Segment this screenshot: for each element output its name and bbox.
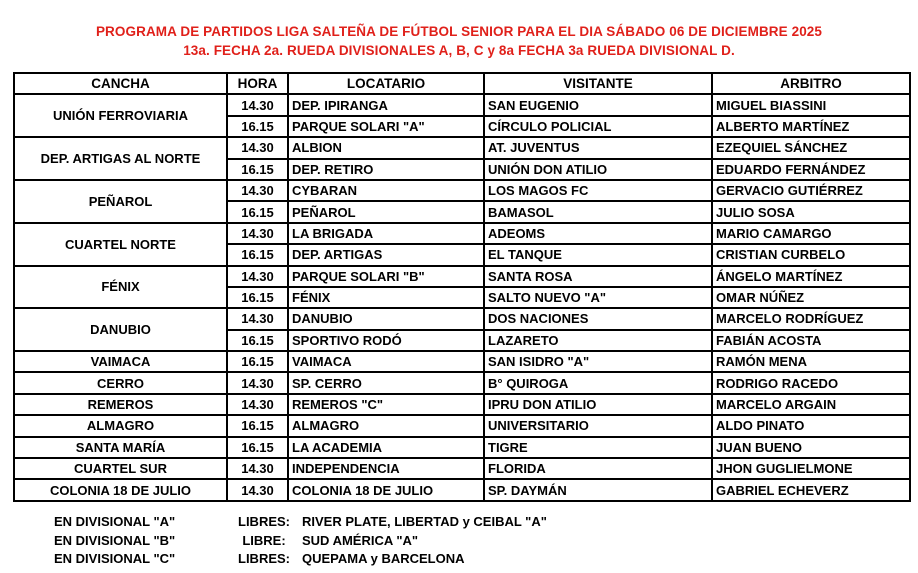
venue-cell: UNIÓN FERROVIARIA [14, 94, 227, 137]
home-team-cell: COLONIA 18 DE JULIO [288, 479, 484, 500]
referee-cell: ÁNGELO MARTÍNEZ [712, 266, 910, 287]
home-team-cell: ALMAGRO [288, 415, 484, 436]
venue-cell: ALMAGRO [14, 415, 227, 436]
away-team-cell: B° QUIROGA [484, 372, 712, 393]
table-row [14, 437, 910, 458]
libres-divisional: EN DIVISIONAL "C" [54, 551, 176, 566]
table-header-row [14, 73, 910, 94]
venue-cell: SANTA MARÍA [14, 437, 227, 458]
libres-teams: RIVER PLATE, LIBERTAD y CEIBAL "A" [302, 514, 547, 529]
home-team-cell: DEP. RETIRO [288, 159, 484, 180]
away-team-cell: AT. JUVENTUS [484, 137, 712, 158]
away-team-cell: SP. DAYMÁN [484, 479, 712, 500]
time-cell: 16.15 [227, 330, 288, 351]
table-row [14, 308, 910, 329]
referee-cell: GABRIEL ECHEVERZ [712, 479, 910, 500]
page-title: PROGRAMA DE PARTIDOS LIGA SALTEÑA DE FÚTBOL SENIOR PARA EL DIA SÁBADO 06 DE DICIEMBRE 2025 [95, 24, 823, 39]
home-team-cell: LA ACADEMIA [288, 437, 484, 458]
venue-cell: DEP. ARTIGAS AL NORTE [14, 137, 227, 180]
away-team-cell: SAN ISIDRO "A" [484, 351, 712, 372]
libres-row [54, 533, 418, 548]
away-team-cell: UNIVERSITARIO [484, 415, 712, 436]
home-team-cell: PARQUE SOLARI "B" [288, 266, 484, 287]
home-team-cell: FÉNIX [288, 287, 484, 308]
referee-cell: OMAR NÚÑEZ [712, 287, 910, 308]
home-team-cell: VAIMACA [288, 351, 484, 372]
home-team-cell: INDEPENDENCIA [288, 458, 484, 479]
home-team-cell: CYBARAN [288, 180, 484, 201]
away-team-cell: LOS MAGOS FC [484, 180, 712, 201]
time-cell: 16.15 [227, 201, 288, 222]
referee-cell: MARCELO RODRÍGUEZ [712, 308, 910, 329]
referee-cell: RAMÓN MENA [712, 351, 910, 372]
time-cell: 16.15 [227, 415, 288, 436]
referee-cell: FABIÁN ACOSTA [712, 330, 910, 351]
venue-cell: FÉNIX [14, 266, 227, 309]
away-team-cell: SANTA ROSA [484, 266, 712, 287]
time-cell: 16.15 [227, 351, 288, 372]
header-visitante: VISITANTE [484, 73, 712, 94]
venue-cell: CUARTEL NORTE [14, 223, 227, 266]
libres-divisional: EN DIVISIONAL "A" [54, 514, 176, 529]
time-cell: 16.15 [227, 437, 288, 458]
referee-cell: GERVACIO GUTIÉRREZ [712, 180, 910, 201]
home-team-cell: DEP. ARTIGAS [288, 244, 484, 265]
home-team-cell: PEÑAROL [288, 201, 484, 222]
referee-cell: JHON GUGLIELMONE [712, 458, 910, 479]
table-row [14, 458, 910, 479]
header-locatario: LOCATARIO [288, 73, 484, 94]
referee-cell: CRISTIAN CURBELO [712, 244, 910, 265]
home-team-cell: LA BRIGADA [288, 223, 484, 244]
table-row [14, 415, 910, 436]
away-team-cell: CÍRCULO POLICIAL [484, 116, 712, 137]
referee-cell: EZEQUIEL SÁNCHEZ [712, 137, 910, 158]
libres-row [54, 514, 547, 529]
referee-cell: ALBERTO MARTÍNEZ [712, 116, 910, 137]
away-team-cell: SALTO NUEVO "A" [484, 287, 712, 308]
venue-cell: VAIMACA [14, 351, 227, 372]
venue-cell: CERRO [14, 372, 227, 393]
time-cell: 14.30 [227, 394, 288, 415]
time-cell: 14.30 [227, 266, 288, 287]
table-row [14, 266, 910, 287]
away-team-cell: UNIÓN DON ATILIO [484, 159, 712, 180]
table-row [14, 137, 910, 158]
header-arbitro: ARBITRO [712, 73, 910, 94]
time-cell: 14.30 [227, 137, 288, 158]
time-cell: 14.30 [227, 94, 288, 115]
table-row [14, 351, 910, 372]
table-row [14, 372, 910, 393]
away-team-cell: SAN EUGENIO [484, 94, 712, 115]
away-team-cell: FLORIDA [484, 458, 712, 479]
libres-label: LIBRE: [242, 533, 286, 548]
venue-cell: CUARTEL SUR [14, 458, 227, 479]
table-row [14, 394, 910, 415]
time-cell: 16.15 [227, 244, 288, 265]
referee-cell: JUAN BUENO [712, 437, 910, 458]
time-cell: 16.15 [227, 287, 288, 308]
match-schedule-table [13, 72, 911, 502]
away-team-cell: EL TANQUE [484, 244, 712, 265]
page-subtitle: 13a. FECHA 2a. RUEDA DIVISIONALES A, B, C y 8a FECHA 3a RUEDA DIVISIONAL D. [183, 43, 735, 58]
home-team-cell: PARQUE SOLARI "A" [288, 116, 484, 137]
referee-cell: MARIO CAMARGO [712, 223, 910, 244]
home-team-cell: ALBION [288, 137, 484, 158]
libres-divisional: EN DIVISIONAL "B" [54, 533, 176, 548]
referee-cell: MARCELO ARGAIN [712, 394, 910, 415]
away-team-cell: IPRU DON ATILIO [484, 394, 712, 415]
venue-cell: DANUBIO [14, 308, 227, 351]
libres-label: LIBRES: [238, 514, 290, 529]
time-cell: 16.15 [227, 159, 288, 180]
libres-teams: QUEPAMA y BARCELONA [302, 551, 465, 566]
table-row [14, 223, 910, 244]
away-team-cell: LAZARETO [484, 330, 712, 351]
header-hora: HORA [227, 73, 288, 94]
table-row [14, 479, 910, 500]
time-cell: 14.30 [227, 308, 288, 329]
referee-cell: MIGUEL BIASSINI [712, 94, 910, 115]
venue-cell: PEÑAROL [14, 180, 227, 223]
away-team-cell: BAMASOL [484, 201, 712, 222]
libres-label: LIBRES: [238, 551, 290, 566]
away-team-cell: ADEOMS [484, 223, 712, 244]
home-team-cell: SP. CERRO [288, 372, 484, 393]
referee-cell: RODRIGO RACEDO [712, 372, 910, 393]
time-cell: 14.30 [227, 180, 288, 201]
time-cell: 14.30 [227, 223, 288, 244]
header-cancha: CANCHA [14, 73, 227, 94]
time-cell: 14.30 [227, 372, 288, 393]
away-team-cell: DOS NACIONES [484, 308, 712, 329]
home-team-cell: SPORTIVO RODÓ [288, 330, 484, 351]
libres-row [54, 551, 465, 566]
venue-cell: REMEROS [14, 394, 227, 415]
time-cell: 14.30 [227, 458, 288, 479]
time-cell: 14.30 [227, 479, 288, 500]
table-row [14, 94, 910, 115]
home-team-cell: REMEROS "C" [288, 394, 484, 415]
venue-cell: COLONIA 18 DE JULIO [14, 479, 227, 500]
home-team-cell: DANUBIO [288, 308, 484, 329]
referee-cell: JULIO SOSA [712, 201, 910, 222]
referee-cell: EDUARDO FERNÁNDEZ [712, 159, 910, 180]
libres-teams: SUD AMÉRICA "A" [302, 533, 419, 548]
home-team-cell: DEP. IPIRANGA [288, 94, 484, 115]
referee-cell: ALDO PINATO [712, 415, 910, 436]
time-cell: 16.15 [227, 116, 288, 137]
away-team-cell: TIGRE [484, 437, 712, 458]
table-row [14, 180, 910, 201]
